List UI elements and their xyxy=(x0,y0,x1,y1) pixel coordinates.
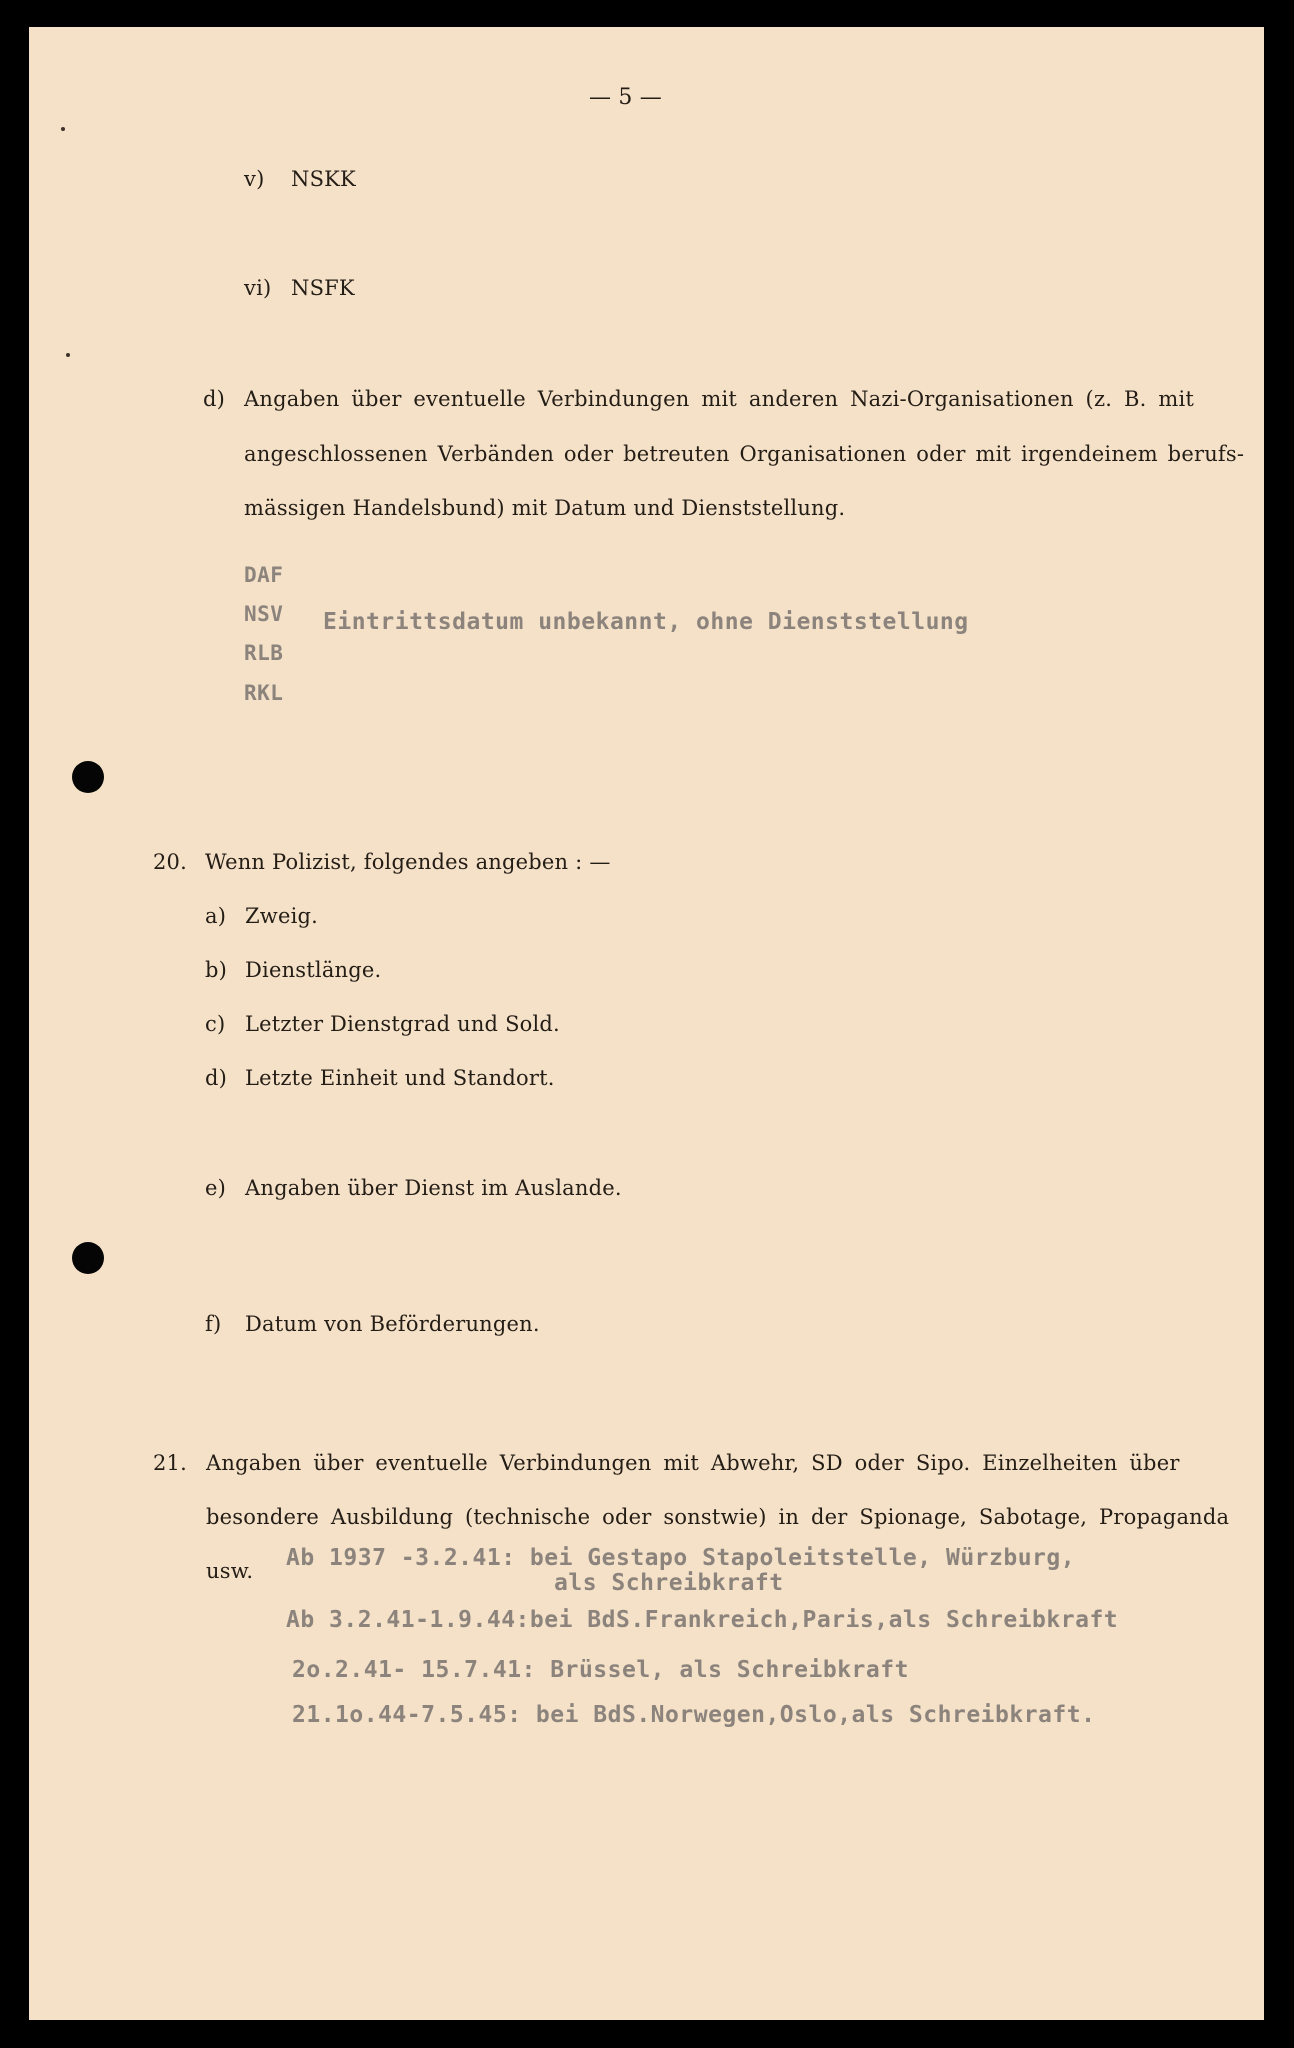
item-20a-label: a) xyxy=(205,904,227,928)
document-page xyxy=(29,27,1264,2020)
typed-service-line-4: 2o.2.41- 15.7.41: Brüssel, als Schreibkraft xyxy=(292,1657,909,1683)
item-d-label: d) xyxy=(203,387,226,411)
punch-hole-bottom xyxy=(72,1242,104,1274)
item-20a-text: Zweig. xyxy=(245,904,319,928)
item-21-number: 21. xyxy=(153,1451,187,1475)
item-20c-label: c) xyxy=(205,1012,226,1036)
page-number: — 5 — xyxy=(589,85,662,110)
item-20e-label: e) xyxy=(205,1176,227,1200)
item-21-line3: usw. xyxy=(206,1559,254,1583)
typed-org-nsv: NSV xyxy=(244,602,284,626)
punch-hole-top xyxy=(72,761,104,793)
item-20b-label: b) xyxy=(205,958,228,982)
typed-service-line-1: Ab 1937 -3.2.41: bei Gestapo Stapoleitstelle, Würzburg, xyxy=(286,1545,1076,1571)
typed-service-line-3: Ab 3.2.41-1.9.44:bei BdS.Frankreich,Paris,als Schreibkraft xyxy=(286,1607,1119,1633)
item-v-text: NSKK xyxy=(291,167,356,191)
item-20f-label: f) xyxy=(205,1312,222,1336)
typed-service-line-2: als Schreibkraft xyxy=(554,1570,784,1596)
item-21-line1: Angaben über eventuelle Verbindungen mit Abwehr, SD oder Sipo. Einzelheiten über xyxy=(206,1451,1180,1475)
typed-org-daf: DAF xyxy=(244,563,284,587)
item-20d-label: d) xyxy=(205,1066,228,1090)
item-20d-text: Letzte Einheit und Standort. xyxy=(245,1066,555,1090)
item-d-line1: Angaben über eventuelle Verbindungen mit anderen Nazi-Organisationen (z. B. mit xyxy=(244,387,1195,411)
item-20-number: 20. xyxy=(153,850,187,874)
typed-service-line-5: 21.1o.44-7.5.45: bei BdS.Norwegen,Oslo,als Schreibkraft. xyxy=(292,1702,1096,1728)
item-20b-text: Dienstlänge. xyxy=(245,958,382,982)
item-vi-text: NSFK xyxy=(291,276,355,300)
typed-membership-note: Eintrittsdatum unbekannt, ohne Dienststellung xyxy=(323,609,969,635)
paper-speck xyxy=(66,353,70,357)
item-20-heading: Wenn Polizist, folgendes angeben : — xyxy=(205,850,611,874)
item-21-line2: besondere Ausbildung (technische oder sonstwie) in der Spionage, Sabotage, Propaganda xyxy=(206,1505,1230,1529)
paper-speck xyxy=(61,127,65,131)
item-vi-label: vi) xyxy=(244,276,272,300)
item-d-line2: angeschlossenen Verbänden oder betreuten Organisationen oder mit irgendeinem berufs- xyxy=(244,442,1245,466)
item-20e-text: Angaben über Dienst im Auslande. xyxy=(245,1176,622,1200)
item-20f-text: Datum von Beförderungen. xyxy=(245,1312,540,1336)
typed-org-rkl: RKL xyxy=(244,681,284,705)
item-20c-text: Letzter Dienstgrad und Sold. xyxy=(245,1012,560,1036)
item-v-label: v) xyxy=(244,167,265,191)
item-d-line3: mässigen Handelsbund) mit Datum und Dienststellung. xyxy=(244,496,846,520)
typed-org-rlb: RLB xyxy=(244,641,284,665)
